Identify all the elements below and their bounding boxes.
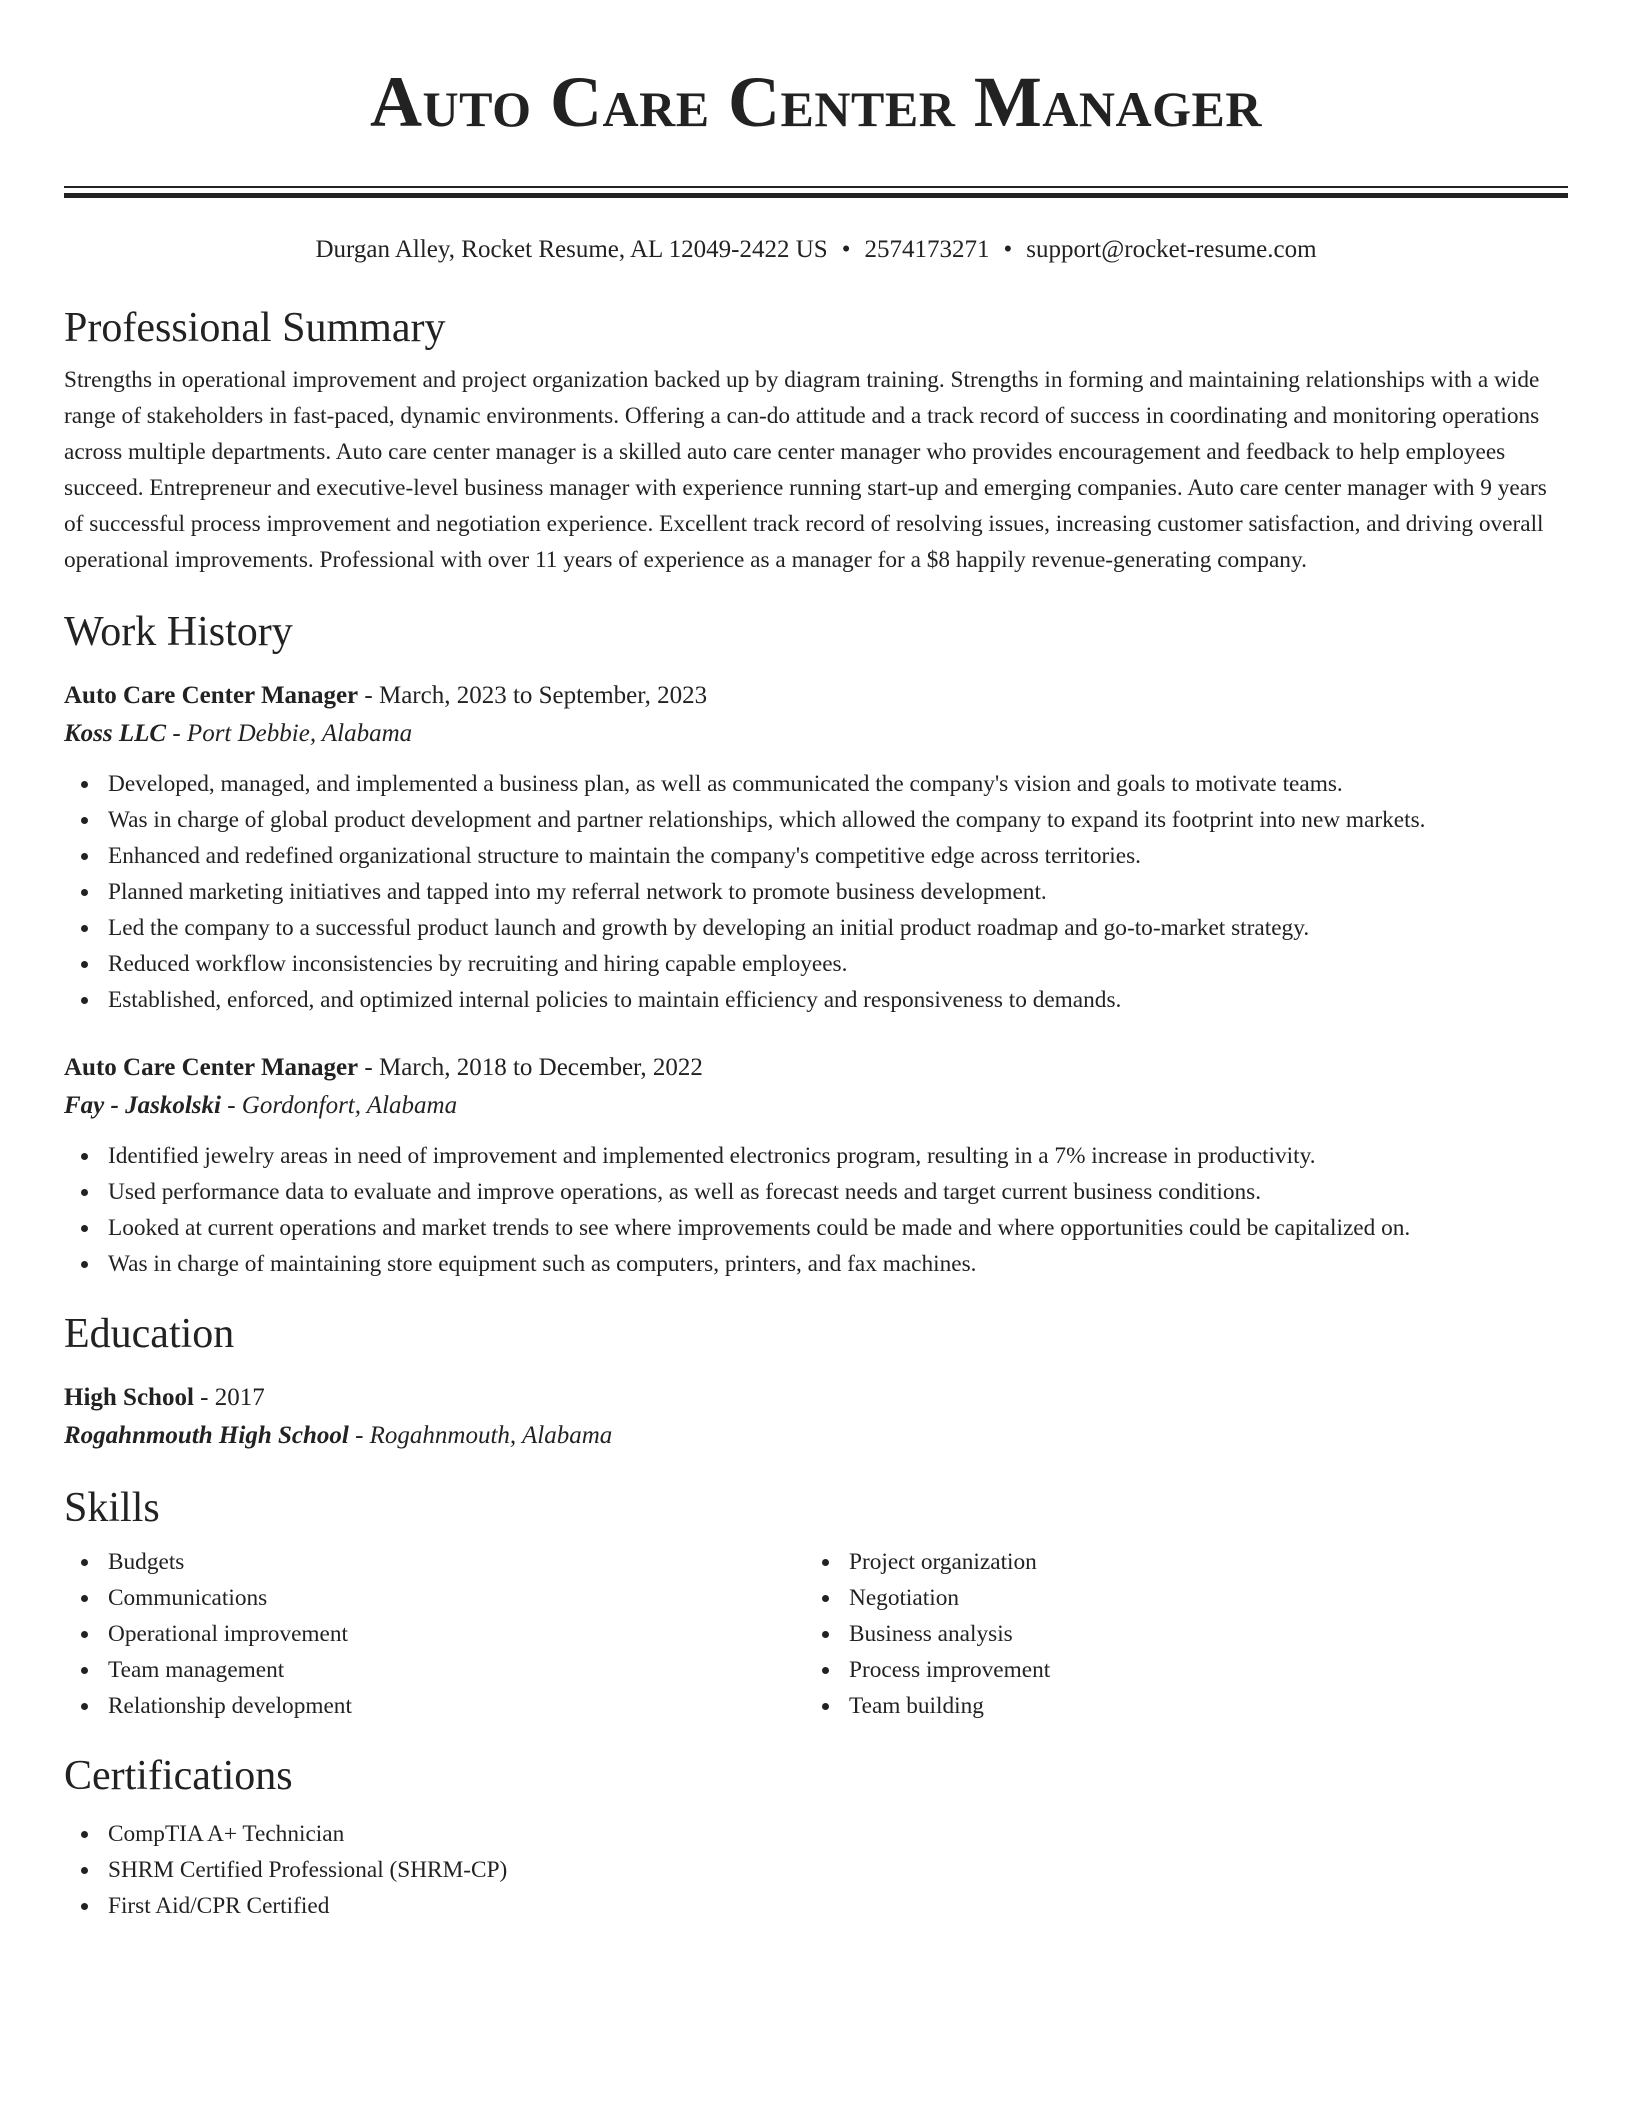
skill-item: Operational improvement: [64, 1616, 805, 1652]
header-divider-thick: [64, 193, 1568, 198]
section-heading-summary: Professional Summary: [64, 305, 446, 351]
skill-item: Negotiation: [805, 1580, 1546, 1616]
job-bullet: Reduced workflow inconsistencies by recruiting and hiring capable employees.: [64, 946, 1568, 982]
job-bullet: Established, enforced, and optimized internal policies to maintain efficiency and responsiveness to demands.: [64, 982, 1568, 1018]
skills-list-right: [805, 1544, 1546, 1724]
contact-separator: •: [841, 236, 851, 263]
job-bullet: Was in charge of maintaining store equipment such as computers, printers, and fax machines.: [64, 1246, 1568, 1282]
job-title: Auto Care Center Manager: [64, 1054, 359, 1081]
job-dates: - March, 2023 to September, 2023: [358, 682, 708, 709]
job-bullet: Used performance data to evaluate and improve operations, as well as forecast needs and target current business conditions.: [64, 1174, 1568, 1210]
skill-item: Team building: [805, 1688, 1546, 1724]
education-location: - Rogahnmouth, Alabama: [348, 1422, 613, 1449]
skill-item: Project organization: [805, 1544, 1546, 1580]
contact-email: support@rocket-resume.com: [1026, 236, 1317, 263]
job-title-line: [64, 678, 1568, 714]
contact-line: [64, 234, 1568, 266]
skill-item: Process improvement: [805, 1652, 1546, 1688]
job-bullet: Identified jewelry areas in need of improvement and implemented electronics program, resulting in a 7% increase in productivity.: [64, 1138, 1568, 1174]
education-entry: [64, 1380, 1568, 1454]
job-bullet: Was in charge of global product development and partner relationships, which allowed the company to expand its footprint into new markets.: [64, 802, 1568, 838]
job-title: Auto Care Center Manager: [64, 682, 359, 709]
job-bullets: [64, 1138, 1568, 1282]
job-company: Fay - Jaskolski: [64, 1092, 221, 1119]
section-heading-work-history: Work History: [64, 609, 293, 655]
skill-item: Business analysis: [805, 1616, 1546, 1652]
contact-phone: 2574173271: [864, 236, 990, 263]
resume-name: Auto Care Center Manager: [370, 62, 1262, 142]
job-bullets: [64, 766, 1568, 1018]
section-heading-certifications: Certifications: [64, 1753, 293, 1799]
job-bullet: Developed, managed, and implemented a business plan, as well as communicated the company's vision and goals to motivate teams.: [64, 766, 1568, 802]
education-school-line: [64, 1418, 1568, 1454]
summary-text: Strengths in operational improvement and project organization backed up by diagram training. Strengths in forming and maintaining relationships with a wide range of stakeholders in fast-paced, dynamic environments. Offering a can-do attitude and a track record of success in coordinating and monitoring operations across multiple departments. Auto care center manager is a skilled auto care center manager who provides encouragement and feedback to help employees succeed. Entrepreneur and executive-level business manager with experience running start-up and emerging companies. Auto care center manager with 9 years of successful process improvement and negotiation experience. Excellent track record of resolving issues, increasing customer satisfaction, and driving overall operational improvements. Professional with over 11 years of experience as a manager for a $8 happily revenue-generating company.: [64, 367, 1547, 573]
job-bullet: Led the company to a successful product launch and growth by developing an initial product roadmap and go-to-market strategy.: [64, 910, 1568, 946]
skills-list-left: [64, 1544, 805, 1724]
job-bullet: Enhanced and redefined organizational structure to maintain the company's competitive edge across territories.: [64, 838, 1568, 874]
job-entry: [64, 1050, 1568, 1282]
certification-item: SHRM Certified Professional (SHRM-CP): [64, 1852, 1568, 1888]
certification-item: CompTIA A+ Technician: [64, 1816, 1568, 1852]
certifications-list: [64, 1816, 1568, 1924]
job-title-line: [64, 1050, 1568, 1086]
skill-item: Budgets: [64, 1544, 805, 1580]
section-heading-skills: Skills: [64, 1485, 160, 1531]
job-bullet: Planned marketing initiatives and tapped into my referral network to promote business development.: [64, 874, 1568, 910]
job-company-line: [64, 1088, 1568, 1124]
skill-item: Communications: [64, 1580, 805, 1616]
contact-address: Durgan Alley, Rocket Resume, AL 12049-2422 US: [315, 236, 828, 263]
job-dates: - March, 2018 to December, 2022: [358, 1054, 703, 1081]
certification-item: First Aid/CPR Certified: [64, 1888, 1568, 1924]
job-location: - Gordonfort, Alabama: [220, 1092, 458, 1119]
skills-columns: [64, 1544, 1568, 1724]
header-divider-thin: [64, 186, 1568, 188]
job-entry: [64, 678, 1568, 1018]
job-company-line: [64, 716, 1568, 752]
education-year: - 2017: [193, 1384, 265, 1411]
section-heading-education: Education: [64, 1311, 235, 1357]
education-degree-line: [64, 1380, 1568, 1416]
job-company: Koss LLC: [64, 720, 167, 747]
job-bullet: Looked at current operations and market trends to see where improvements could be made and where opportunities could be capitalized on.: [64, 1210, 1568, 1246]
skill-item: Relationship development: [64, 1688, 805, 1724]
skill-item: Team management: [64, 1652, 805, 1688]
education-school: Rogahnmouth High School: [64, 1422, 349, 1449]
job-location: - Port Debbie, Alabama: [166, 720, 413, 747]
contact-separator: •: [1003, 236, 1013, 263]
education-degree: High School: [64, 1384, 194, 1411]
